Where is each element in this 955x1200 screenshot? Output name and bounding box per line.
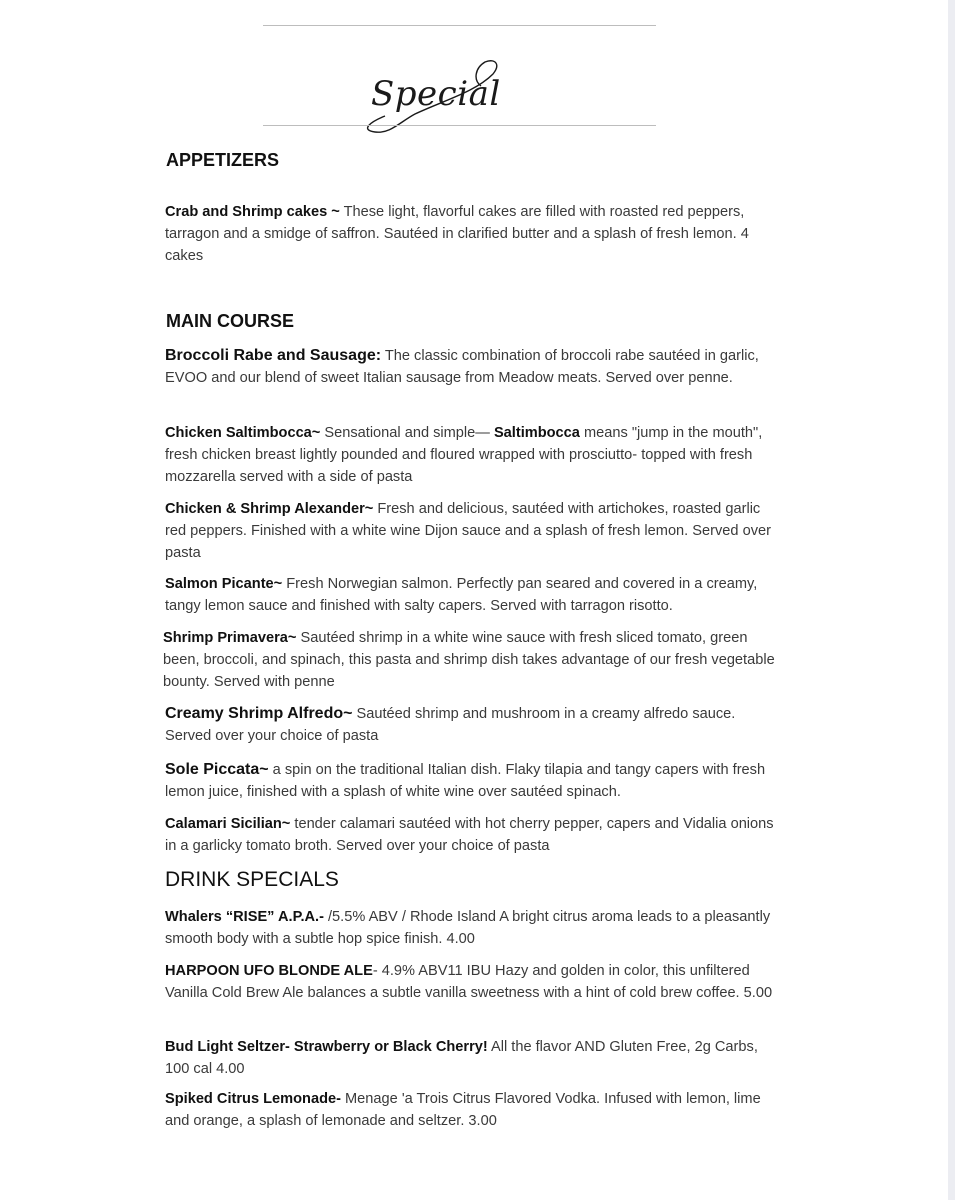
item-name: Crab and Shrimp cakes ~ bbox=[165, 204, 340, 220]
item-name: Whalers “RISE” A.P.A.- bbox=[165, 909, 324, 925]
item-description: Sautéed shrimp and mushroom in a creamy alfredo sauce. Served over your choice of pasta bbox=[165, 706, 736, 744]
item-name: HARPOON UFO BLONDE ALE bbox=[165, 963, 373, 979]
menu-item bbox=[163, 627, 783, 693]
item-name: Calamari Sicilian~ bbox=[165, 816, 291, 832]
item-description: These light, flavorful cakes are filled with roasted red peppers, tarragon and a smidge of saffron. Sautéed in clarified butter and a splash of fresh lemon. 4 cakes bbox=[165, 204, 749, 264]
item-name: Sole Piccata~ bbox=[165, 761, 269, 778]
item-name: Shrimp Primavera~ bbox=[163, 630, 297, 646]
main-course-heading: MAIN COURSE bbox=[166, 311, 295, 331]
item-name: Creamy Shrimp Alfredo~ bbox=[165, 705, 353, 722]
menu-item bbox=[165, 960, 785, 1004]
drink-specials-heading: DRINK SPECIALS bbox=[165, 868, 339, 891]
item-name: Bud Light Seltzer- Strawberry or Black Cherry! bbox=[165, 1039, 488, 1055]
menu-item bbox=[165, 813, 785, 857]
item-description: The classic combination of broccoli rabe sautéed in garlic, EVOO and our blend of sweet Italian sausage from Meadow meats. Served over penne. bbox=[165, 348, 759, 386]
appetizers-heading: APPETIZERS bbox=[166, 150, 280, 170]
item-description: tender calamari sautéed with hot cherry pepper, capers and Vidalia onions in a garlicky tomato broth. Served over your choice of pasta bbox=[165, 816, 774, 854]
menu-item bbox=[165, 201, 785, 267]
menu-item bbox=[165, 422, 785, 488]
item-description: Fresh Norwegian salmon. Perfectly pan seared and covered in a creamy, tangy lemon sauce and finished with salty capers. Served with tarragon risotto. bbox=[165, 576, 758, 614]
menu-item bbox=[165, 906, 785, 950]
item-name: Spiked Citrus Lemonade- bbox=[165, 1091, 341, 1107]
menu-item bbox=[165, 759, 785, 803]
item-name-inline: Saltimbocca bbox=[493, 425, 580, 441]
menu-item bbox=[165, 498, 785, 564]
item-description: Sensational and simple— bbox=[320, 425, 494, 441]
menu-item bbox=[165, 1036, 785, 1080]
item-name: Salmon Picante~ bbox=[165, 576, 283, 592]
item-description: All the flavor AND Gluten Free, 2g Carbs, 100 cal 4.00 bbox=[165, 1039, 758, 1077]
menu-item bbox=[165, 573, 785, 617]
item-description: /5.5% ABV / Rhode Island A bright citrus aroma leads to a pleasantly smooth body with a subtle hop spice finish. 4.00 bbox=[165, 909, 771, 947]
menu-item bbox=[165, 1088, 785, 1132]
menu-item bbox=[165, 703, 785, 747]
bottom-divider bbox=[263, 125, 656, 126]
item-description: Fresh and delicious, sautéed with artichokes, roasted garlic red peppers. Finished with a white wine Dijon sauce and a splash of fresh lemon. Served over pasta bbox=[165, 501, 771, 561]
item-name: Chicken Saltimbocca~ bbox=[165, 425, 321, 441]
top-divider bbox=[263, 25, 656, 26]
menu-item bbox=[165, 345, 785, 389]
item-description: Menage 'a Trois Citrus Flavored Vodka. Infused with lemon, lime and orange, a splash of lemonade and seltzer. 3.00 bbox=[165, 1091, 761, 1129]
title-text: Special bbox=[371, 74, 501, 114]
item-description: Sautéed shrimp in a white wine sauce with fresh sliced tomato, green been, broccoli, and spinach, this pasta and shrimp dish takes advantage of our fresh vegetable bounty. Served with penne bbox=[163, 630, 775, 690]
item-description: a spin on the traditional Italian dish. Flaky tilapia and tangy capers with fresh lemon juice, finished with a splash of white wine over sautéed spinach. bbox=[165, 762, 766, 800]
item-name: Broccoli Rabe and Sausage: bbox=[165, 347, 382, 364]
item-name: Chicken & Shrimp Alexander~ bbox=[165, 501, 374, 517]
item-description: means "jump in the mouth", fresh chicken breast lightly pounded and floured wrapped with prosciutto- topped with fresh mozzarella served with a side of pasta bbox=[165, 425, 763, 485]
page-right-edge bbox=[948, 0, 955, 1200]
item-description: - 4.9% ABV11 IBU Hazy and golden in color, this unfiltered Vanilla Cold Brew Ale balances a subtle vanilla sweetness with a hint of cold brew coffee. 5.00 bbox=[165, 963, 773, 1001]
